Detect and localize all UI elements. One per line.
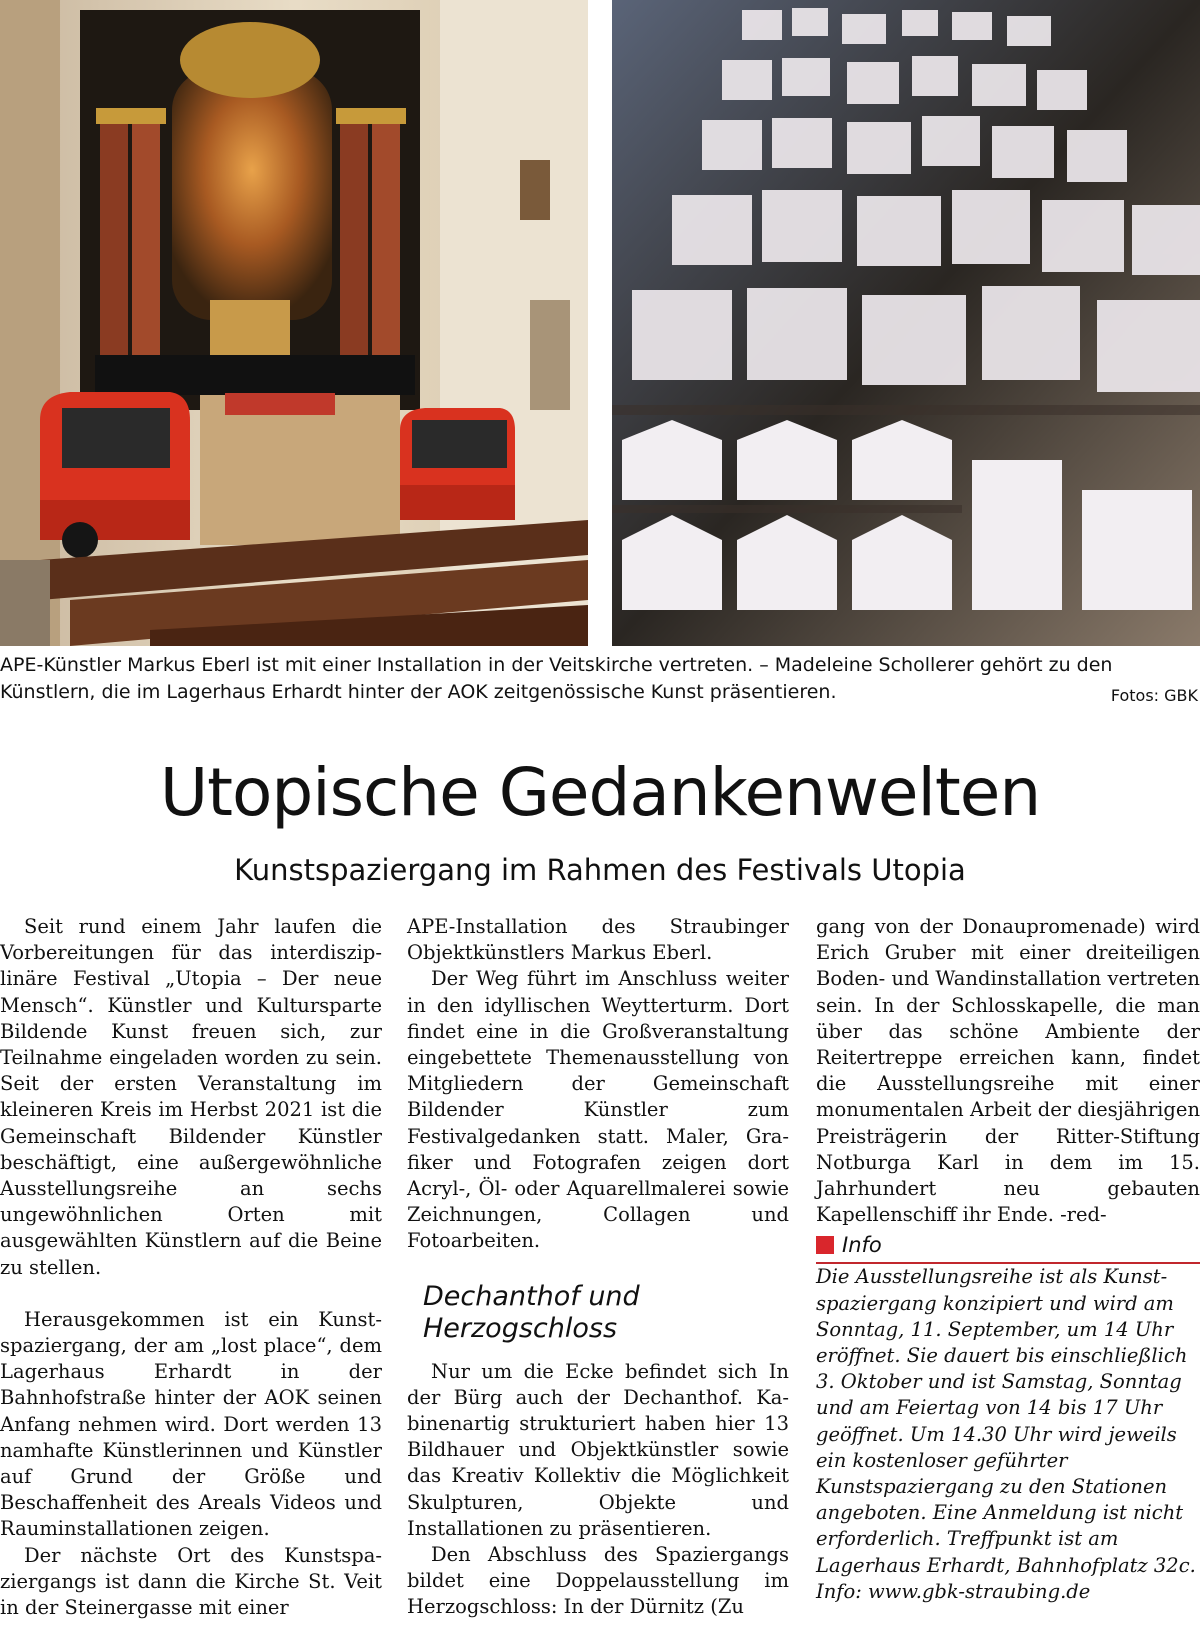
info-square-icon [816,1236,834,1254]
photo-city-models [612,0,1200,646]
info-box-header [816,1232,1200,1264]
red-vehicle-left [40,392,190,558]
section-subtitle: Dechanthof und Herzogschloss [423,1280,640,1344]
paragraph: Der nächste Ort des Kunstspaziergangs ist dann die Kirche St. Veit in der Steinergasse mit einer [0,1543,382,1620]
city-models-illustration [612,0,1200,646]
altar-illustration [0,0,588,646]
paragraph: Nur um die Ecke befindet sich In der Bürg auch der Dechanthof. Kabinenartig strukturiert haben hier 13 Bildhauer und Objektkünstler sowie das Kreativ Kollektiv die Möglichkeit Skulpturen, Objekte und Installationen zu präsentieren. [407,1359,789,1540]
photo-caption [0,652,1200,706]
info-box-text: Die Ausstellungsreihe ist als Kunstspaziergang konzipiert und wird am Sonntag, 11. September, um 14 Uhr eröffnet. Sie dauert bis einschließlich 3. Oktober und ist Samstag, Sonntag und am Feiertag von 14 bis 17 Uhr geöffnet. Um 14.30 Uhr wird jeweils ein kostenloser geführter Kunstspaziergang zu den Stationen angeboten. Eine Anmeldung ist nicht erforderlich. Treffpunkt ist am Lagerhaus Erhardt, Bahnhofplatz 32c. Info: www.gbk-straubing.de [816,1265,1196,1603]
info-label: Info [842,1233,882,1258]
article-headline: Utopische Gedankenwelten [159,754,1041,831]
photo-altar-installation [0,0,588,646]
paragraph: Herausgekommen ist ein Kunstspaziergang, der am „lost place“, dem Lagerhaus Erhardt in der Bahnhofstraße hinter der AOK seinen Anfang nehmen wird. Dort werden 13 namhafte Künstlerinnen und Künstler auf Grund der Größe und Beschaffenheit des Areals Videos und Rauminstallationen zeigen. [0,1307,382,1541]
caption-line-2: Künstlern, die im Lagerhaus Erhardt hinter der AOK zeitgenössische Kunst präsentieren. [0,681,837,703]
paragraph: APE-Installation des Straubinger Objektkünstlers Markus Eberl. [407,915,789,965]
article-column-2 [407,914,789,1621]
photo-credit: Fotos: GBK [1110,686,1198,705]
article-subheadline: Kunstspaziergang im Rahmen des Festivals Utopia [234,853,966,887]
paragraph: Seit rund einem Jahr laufen die Vorbereitungen für das interdisziplinäre Festival „Utopia – Der neue Mensch“. Künstler und Kultursparte Bildende Kunst freuen sich, zur Teilnahme eingeladen worden zu sein. Seit der ersten Veranstaltung im kleineren Kreis im Herbst 2021 ist die Gemeinschaft Bildender Künstler beschäftigt, eine außergewöhnliche Ausstellungsreihe an sechs ungewöhnlichen Orten mit ausgewählten Künstlern auf die Beine zu stellen. [0,915,382,1279]
red-vehicle-right [400,408,515,520]
article-column-1 [0,914,382,1621]
paragraph: Den Abschluss des Spaziergangs bildet eine Doppelausstellung im Herzogschloss: In der Dürnitz (Zu [407,1543,789,1619]
caption-line-1: APE-Künstler Markus Eberl ist mit einer Installation in der Veitskirche vertreten. – Madeleine Schollerer gehört zu den [0,654,1113,676]
paragraph: gang von der Donaupromenade) wird Erich Gruber mit einer dreiteiligen Boden- und Wandinstallation vertreten sein. In der Schlosskapelle, die man über das schöne Ambiente der Reitertreppe erreichen kann, findet die Ausstellungsreihe mit einer monumentalen Arbeit der diesjährigen Preisträgerin der Ritter-Stiftung Notburga Karl in dem im 15. Jahrhundert neu gebauten Kapellenschiff ihr Ende. -red- [816,915,1200,1227]
article-column-3 [816,914,1200,1605]
paragraph: Der Weg führt im Anschluss weiter in den idyllischen Weytterturm. Dort findet eine in die Großveranstaltung eingebettete Themenausstellung von Mitgliedern der Gemeinschaft Bildender Künstler zum Festivalgedanken statt. Maler, Grafiker und Fotografen zeigen dort Acryl-, Öl- oder Aquarellmalerei sowie Zeichnungen, Collagen und Fotoarbeiten. [407,967,789,1253]
